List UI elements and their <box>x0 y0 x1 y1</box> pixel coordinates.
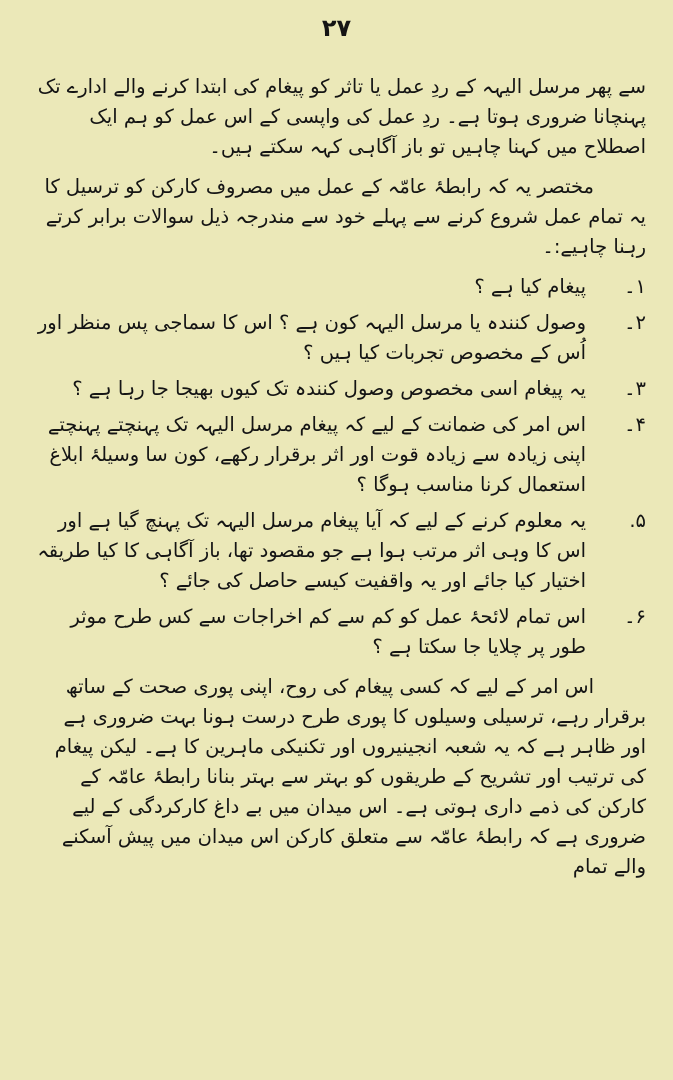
list-item <box>34 272 646 302</box>
list-item <box>34 506 646 596</box>
list-item <box>34 602 646 662</box>
list-item <box>34 374 646 404</box>
list-item-number: ۳۔ <box>624 377 646 400</box>
list-item-text: یہ معلوم کرنے کے لیے کہ آیا پیغام مرسل الیہہ تک پہنچ گیا ہے اور اس کا وہی اثر مرتب ہوا ہے جو مقصود تھا، باز آگاہی کا کیا طریقہ اختیار کیا جائے اور یہ واقفیت کیسے حاصل کی جائے ؟ <box>37 509 586 592</box>
question-list <box>34 272 646 662</box>
page-number: ۲۷ <box>321 14 352 42</box>
list-item-text: یہ پیغام اسی مخصوص وصول کنندہ تک کیوں بھیجا جا رہا ہے ؟ <box>72 377 586 400</box>
list-item-number: ۵. <box>629 509 646 532</box>
list-item-text: پیغام کیا ہے ؟ <box>474 275 586 298</box>
paragraph-summary: مختصر یہ کہ رابطۂ عامّہ کے عمل میں مصروف کارکن کو ترسیل کا یہ تمام عمل شروع کرنے سے پہلے خود سے مندرجہ ذیل سوالات برابر کرتے رہنا چاہیے:۔ <box>44 175 646 258</box>
page-body <box>34 72 646 892</box>
list-item <box>34 410 646 500</box>
list-item-number: ۶۔ <box>624 605 646 628</box>
list-item-number: ۱۔ <box>624 275 646 298</box>
paragraph-continuation: سے پھر مرسل الیہہ کے ردِ عمل یا تاثر کو پیغام کی ابتدا کرنے والے ادارے تک پہنچانا ضروری ہوتا ہے۔ ردِ عمل کی واپسی کے اس عمل کو ہم ایک اصطلاح میں کہنا چاہیں تو باز آگاہی کہہ سکتے ہیں۔ <box>37 75 646 158</box>
paragraph-closing: اس امر کے لیے کہ کسی پیغام کی روح، اپنی پوری صحت کے ساتھ برقرار رہے، ترسیلی وسیلوں کا پوری طرح درست ہونا بہت ضروری ہے اور ظاہر ہے کہ یہ شعبہ انجینیروں اور تکنیکی ماہرین کا ہے۔ لیکن پیغام کی ترتیب اور تشریح کے طریقوں کو بہتر سے بہتر بنانا رابطۂ عامّہ کے کارکن کی ذمے داری ہوتی ہے۔ اس میدان میں بے داغ کارکردگی کے لیے ضروری ہے کہ رابطۂ عامّہ سے متعلق کارکن اس میدان میں پیش آسکنے والے تمام <box>54 675 646 878</box>
list-item-text: اس امر کی ضمانت کے لیے کہ پیغام مرسل الیہہ تک پہنچتے پہنچتے اپنی زیادہ سے زیادہ قوت اور اثر برقرار رکھے، کون سا وسیلۂ ابلاغ استعمال کرنا مناسب ہوگا ؟ <box>47 413 586 496</box>
list-item-text: اس تمام لائحۂ عمل کو کم سے کم اخراجات سے کس طرح موثر طور پر چلایا جا سکتا ہے ؟ <box>70 605 586 658</box>
list-item-text: وصول کنندہ یا مرسل الیہہ کون ہے ؟ اس کا سماجی پس منظر اور اُس کے مخصوص تجربات کیا ہیں ؟ <box>37 311 586 364</box>
list-item-number: ۲۔ <box>624 311 646 334</box>
list-item-number: ۴۔ <box>624 413 646 436</box>
list-item <box>34 308 646 368</box>
